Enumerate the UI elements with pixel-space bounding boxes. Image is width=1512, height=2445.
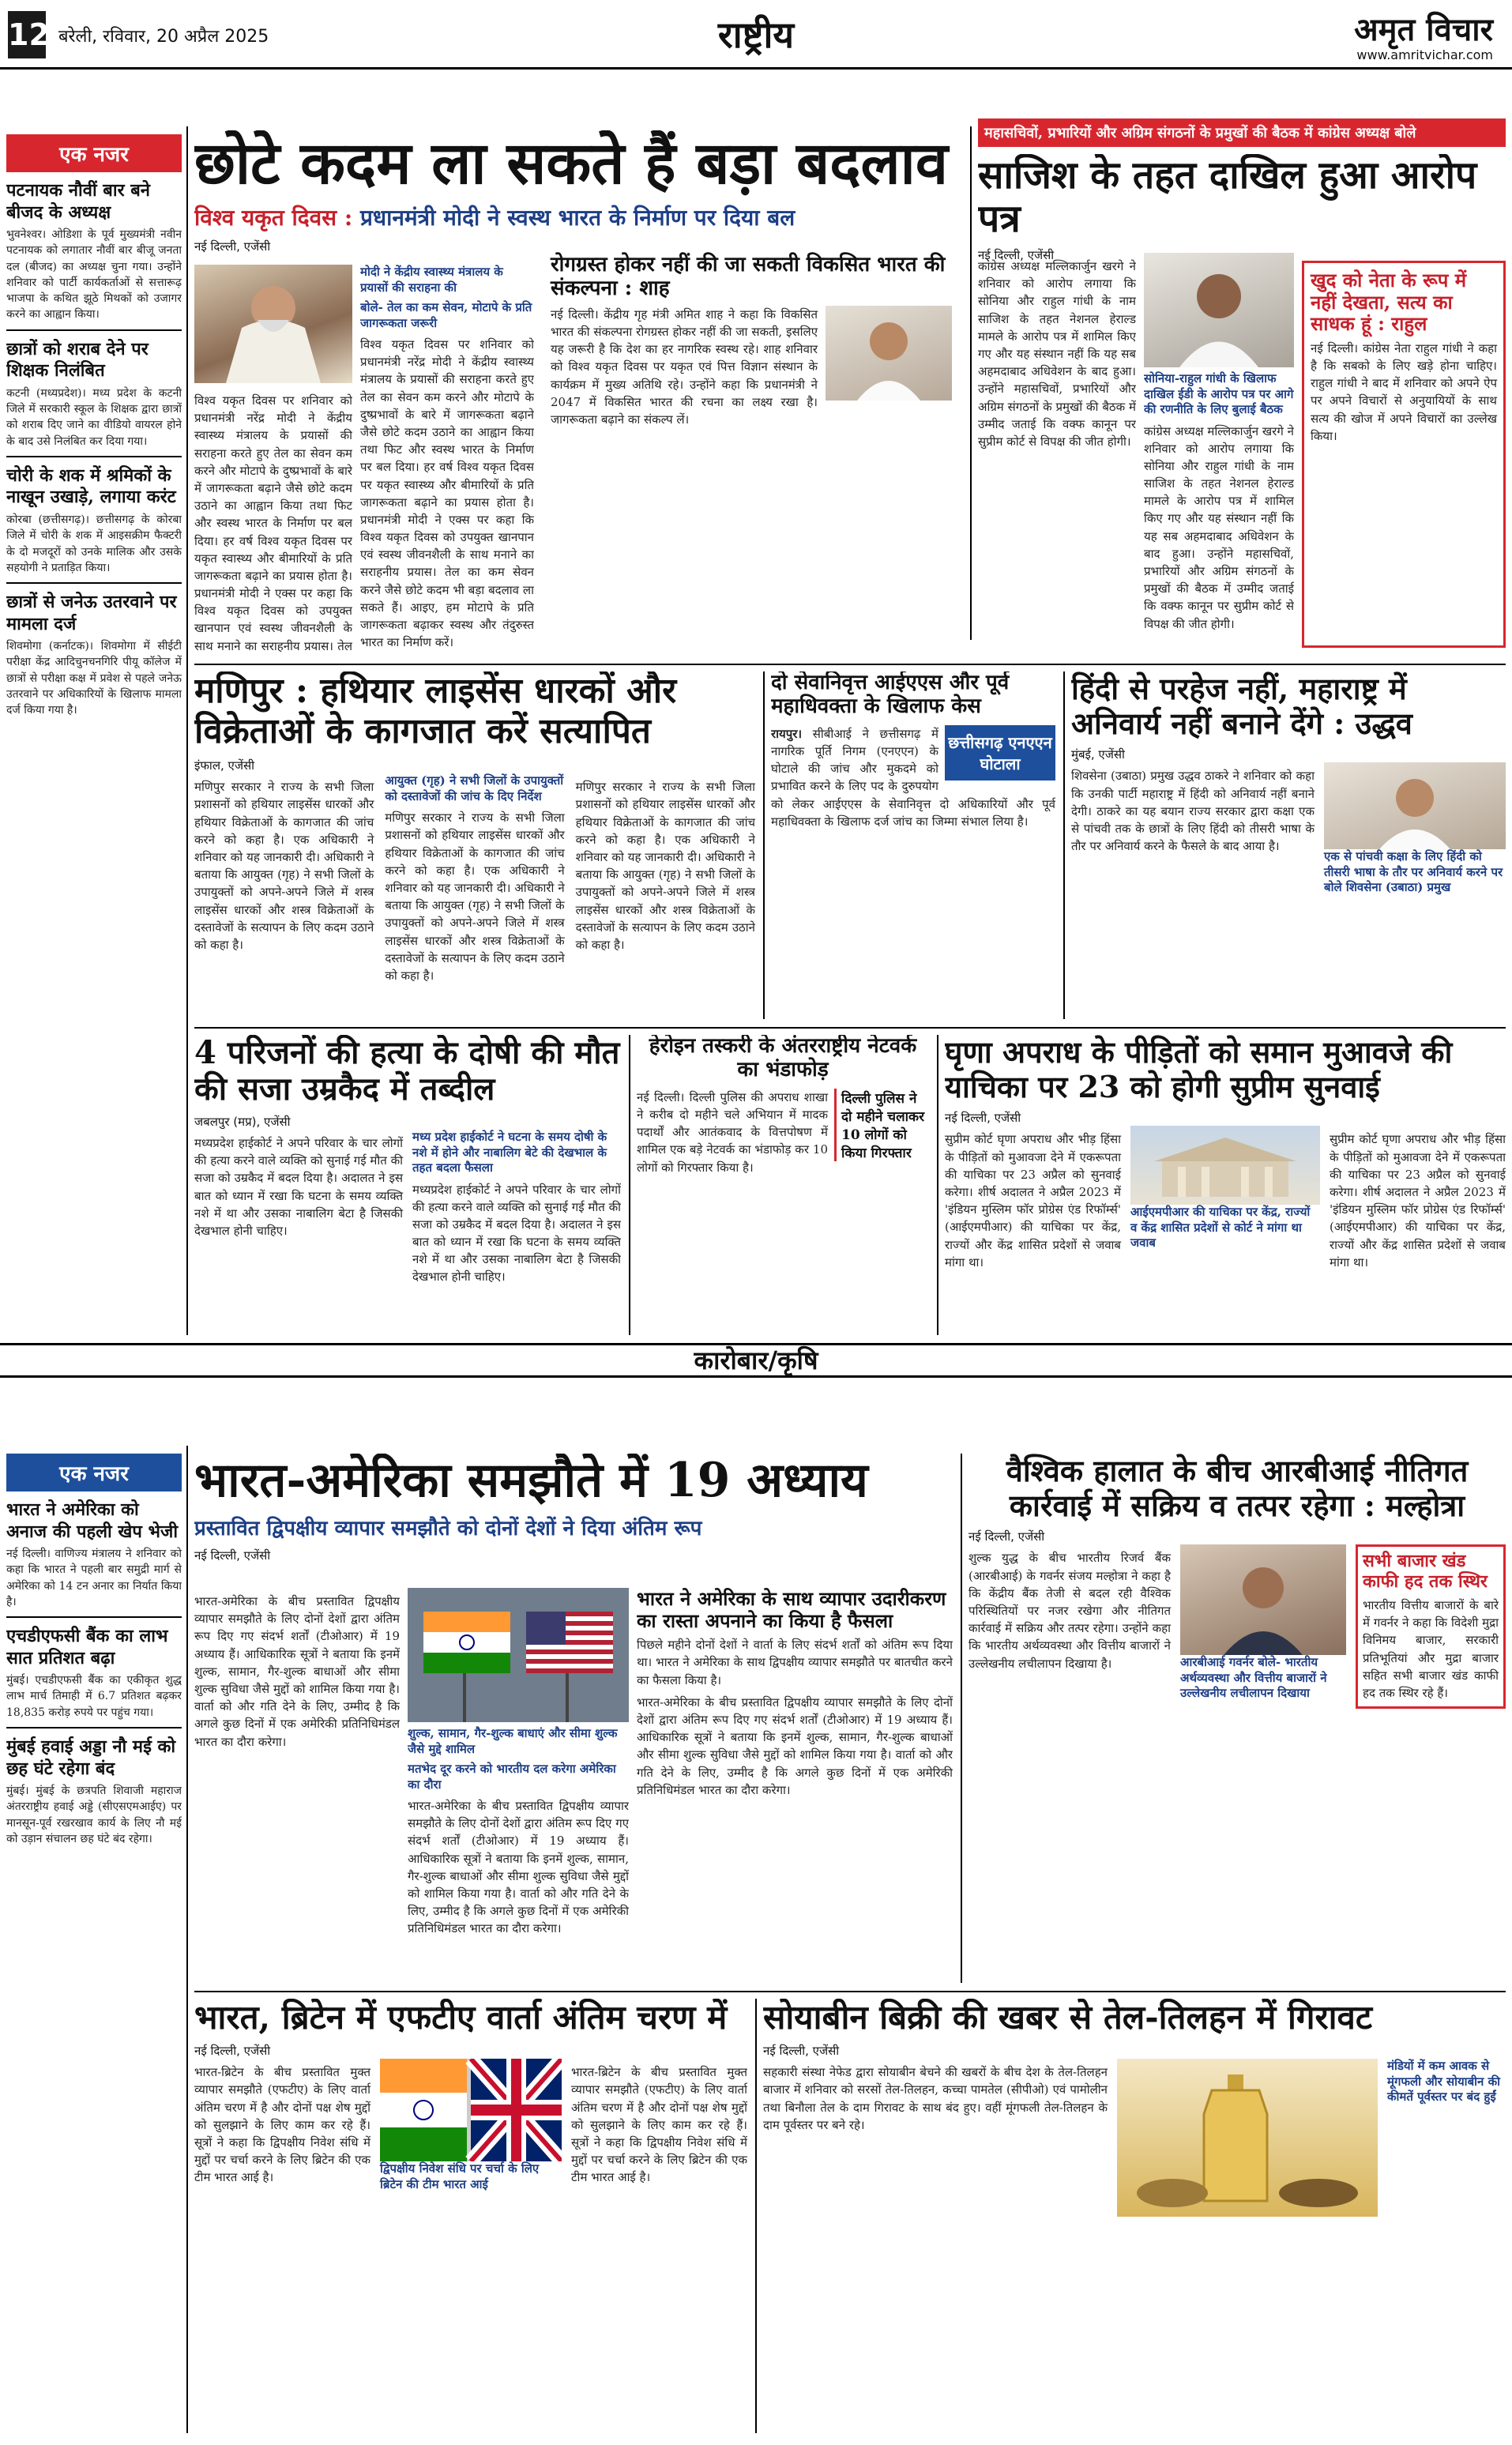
- kharge-photo: [1144, 253, 1294, 367]
- trade-subheadline: प्रस्तावित द्विपक्षीय व्यापार समझौते को दोनों देशों ने दिया अंतिम रूप: [194, 1517, 702, 1540]
- byline: नई दिल्ली, एजेंसी: [969, 1529, 1045, 1544]
- cg-badge: छत्तीसगढ़ एनएएन घोटाला: [945, 725, 1055, 781]
- hate-crime-headline: घृणा अपराध के पीड़ितों को समान मुआवजे की याचिका पर 23 को होगी सुप्रीम सुनवाई: [945, 1035, 1453, 1104]
- column-rule: [937, 1035, 938, 1335]
- portrait-icon: [194, 265, 352, 383]
- rahul-body: नई दिल्ली। कांग्रेस नेता राहुल गांधी ने कहा है कि सबको के लिए खड़े होना चाहिए। राहुल गांधी ने बाद में शनिवार को अपने ऐप पर अपने विचारों से अनुयायियों के साथ सत्य की खोज में अपने विचारों का उल्लेख किया।: [1311, 340, 1497, 443]
- portrait-icon: [1180, 1544, 1346, 1655]
- hate-crime-story: [945, 1035, 1506, 1335]
- byline: नई दिल्ली, एजेंसी: [194, 2044, 271, 2059]
- photo-caption: शुल्क, सामान, गैर-शुल्क बाधाएं और सीमा शुल्क जैसे मुद्दे शामिल: [408, 1726, 618, 1756]
- divider: [6, 1727, 182, 1728]
- photo-caption: आरबीआई गवर्नर बोले- भारतीय अर्थव्यवस्था और वित्तीय बाजारों ने उल्लेखनीय लचीलापन दिखाया: [1180, 1655, 1327, 1701]
- brief-body: मुंबई। एचडीएफसी बैंक का एकीकृत शुद्ध लाभ मार्च तिमाही में 6.7 प्रतिशत बढ़कर 18,835 करोड़ रुपये पर पहुंच गया।: [6, 1674, 182, 1719]
- hate-crime-callout: आईएमपीआर की याचिका पर केंद्र, राज्यों व केंद्र शासित प्रदेशों से कोर्ट ने मांगा था जवाब: [1130, 1205, 1311, 1251]
- building-icon: [1130, 1126, 1320, 1205]
- briefs-column-top: [6, 134, 182, 1335]
- malhotra-photo: [1180, 1544, 1346, 1655]
- shah-body: नई दिल्ली। केंद्रीय गृह मंत्री अमित शाह ने कहा कि विकसित भारत की संकल्पना रोगग्रस्त होकर नहीं की जा सकती, इसलिए यह जरूरी है कि देश का हर नागरिक स्वस्थ रहे। शाह शनिवार को विश्व यकृत दिवस पर यकृत एवं पित्त विज्ञान संस्थान के कार्यक्रम में मुख्य अतिथि रहे। उन्होंने कहा कि प्रधानमंत्री ने 2047 में विकसित भारत की रचना का लक्ष्य रखा है। जागरूकता बढ़ाने का संकल्प लें।: [551, 307, 818, 427]
- manipur-body: मणिपुर सरकार ने राज्य के सभी जिला प्रशासनों को हथियार लाइसेंस धारकों और हथियार विक्रेताओं के कागजात की जांच करने को कहा है। एक अधिकारी ने शनिवार को यह जानकारी दी। अधिकारी ने बताया कि आयुक्त (गृह) ने सभी जिलों के उपायुक्तों को अपने-अपने जिले में शस्त्र लाइसेंस धारकों और शस्त्र विक्रेताओं के दस्तावेजों के सत्यापन के लिए कदम उठाने को कहा है।: [385, 811, 565, 983]
- row-rule: [194, 1027, 1506, 1029]
- flags-photo: [380, 2059, 562, 2161]
- murder-callout: मध्य प्रदेश हाईकोर्ट ने घटना के समय दोषी के नशे में होने और नाबालिग बेटे की देखभाल के तहत बदला फैसला: [412, 1130, 607, 1175]
- portrait-icon: [1144, 253, 1294, 367]
- rahul-sidebar: [1302, 261, 1506, 648]
- manipur-body: मणिपुर सरकार ने राज्य के सभी जिला प्रशासनों को हथियार लाइसेंस धारकों और हथियार विक्रेताओं के कागजात की जांच करने को कहा है। एक अधिकारी ने शनिवार को यह जानकारी दी। अधिकारी ने बताया कि आयुक्त (गृह) ने सभी जिलों के उपायुक्तों को अपने-अपने जिले में शस्त्र लाइसेंस धारकों और शस्त्र विक्रेताओं के दस्तावेजों के सत्यापन के लिए कदम उठाने को कहा है।: [194, 780, 374, 952]
- supreme-court-photo: [1130, 1126, 1320, 1205]
- shah-story: [542, 245, 961, 656]
- congress-body: [978, 253, 1136, 648]
- portrait-icon: [826, 306, 952, 401]
- briefs-tag: एक नजर: [6, 1454, 182, 1491]
- oil-photo: [1117, 2059, 1378, 2217]
- rbi-body: शुल्क युद्ध के बीच भारतीय रिजर्व बैंक (आरबीआई) के गवर्नर संजय मल्होत्रा ने कहा है कि केंद्रीय बैंक तेजी से बदल रही वैश्विक परिस्थितियों पर नजर रखेगा और नीतिगत कार्रवाई में सक्रिय और तत्पर रहेगा। उन्होंने कहा कि भारतीय अर्थव्यवस्था और वित्तीय बाजारों ने उल्लेखनीय लचीलापन दिखाया है।: [969, 1551, 1171, 1671]
- murder-body: मध्यप्रदेश हाईकोर्ट ने अपने परिवार के चार लोगों की हत्या करने वाले व्यक्ति को सुनाई गई मौत की सजा को उम्रकैद में बदल दिया है। अदालत ने इस बात को ध्यान में रखा कि घटना के समय व्यक्ति नशे में था और उसका नाबालिग बेटा है जिसकी देखभाल होनी चाहिए।: [194, 1136, 403, 1238]
- brief-title: एचडीएफसी बैंक का लाभ सात प्रतिशत बढ़ा: [6, 1626, 168, 1668]
- divider: [6, 582, 182, 584]
- row-rule: [194, 1991, 1506, 1992]
- brief-title: छात्रों को शराब देने पर शिक्षक निलंबित: [6, 338, 149, 382]
- fta-headline: भारत, ब्रिटेन में एफटीए वार्ता अंतिम चरण में: [194, 1999, 728, 2037]
- soybean-story: [763, 1999, 1506, 2433]
- heroin-body: नई दिल्ली। दिल्ली पुलिस की अपराध शाखा ने करीब दो महीने चले अभियान में मादक पदार्थों और आतंकवाद के वित्तपोषण में शामिल एक बड़े नेटवर्क का भंडाफोड़ कर 10 लोगों को गिरफ्तार किया है।: [637, 1089, 828, 1175]
- brief-body: भुवनेश्वर। ओडिशा के पूर्व मुख्यमंत्री नवीन पटनायक को लगातार नौवीं बार बीजू जनता दल (बीजद) का अध्यक्ष चुना गया। उन्होंने शनिवार को पार्टी कार्यकर्ताओं से सत्तारूढ़ भाजपा के कथित झूठे मिथकों को उजागर करने का आह्वान किया।: [6, 228, 182, 322]
- lead-headline: छोटे कदम ला सकते हैं बड़ा बदलाव: [194, 130, 948, 197]
- uddhav-callout: एक से पांचवी कक्षा के लिए हिंदी को तीसरी भाषा के तौर पर अनिवार्य करने पर बोले शिवसेना (उबाठा) प्रमुख: [1324, 849, 1503, 895]
- page-number: 12: [8, 11, 46, 58]
- trade-body: भारत-अमेरिका के बीच प्रस्तावित द्विपक्षीय व्यापार समझौते के लिए दोनों देशों द्वारा अंतिम रूप दिए गए संदर्भ शर्तों (टीओआर) में 19 अध्याय हैं। आधिकारिक सूत्रों ने बताया कि इनमें शुल्क, सामान, गैर-शुल्क बाधाओं और सीमा शुल्क सुविधा जैसे मुद्दों को शामिल किया गया है। वार्ता को और गति देने के लिए, उम्मीद है कि अगले कुछ दिनों में एक अमेरिकी प्रतिनिधिमंडल भारत का दौरा करेगा।: [637, 1695, 953, 1797]
- lead-subheadline: [194, 202, 969, 232]
- uddhav-photo: [1324, 762, 1506, 849]
- trade-body: भारत-अमेरिका के बीच प्रस्तावित द्विपक्षीय व्यापार समझौते के लिए दोनों देशों द्वारा अंतिम रूप दिए गए संदर्भ शर्तों (टीओआर) में 19 अध्याय हैं। आधिकारिक सूत्रों ने बताया कि इनमें शुल्क, सामान, गैर-शुल्क बाधाओं और सीमा शुल्क सुविधा जैसे मुद्दों को शामिल किया गया है। वार्ता को और गति देने के लिए, उम्मीद है कि अगले कुछ दिनों में एक अमेरिकी प्रतिनिधिमंडल भारत का दौरा करेगा।: [194, 1594, 400, 1749]
- shah-headline: रोगग्रस्त होकर नहीं की जा सकती विकसित भारत की संकल्पना : शाह: [551, 253, 946, 300]
- cg-body-text: सीबीआई ने छत्तीसगढ़ में नागरिक पूर्ति निगम (एनएएन) के घोटाले की जांच और मुकदमे को प्रभावित करने के लिए पद के दुरुपयोग को लेकर आईएएस के सेवानिवृत्त दो अधिकारियों और पूर्व महाधिवक्ता के खिलाफ दर्ज जांच का जिम्मा संभाल लिया है।: [771, 726, 1055, 829]
- heroin-callout: दिल्ली पुलिस ने दो महीने चलाकर 10 लोगों को किया गिरफ्तार: [834, 1089, 929, 1161]
- brief-body: मुंबई। मुंबई के छत्रपति शिवाजी महाराज अंतरराष्ट्रीय हवाई अड्डे (सीएसएमआईए) पर मानसून-पूर्व रखरखाव कार्य के लिए नौ मई को उड़ान संचालन छह घंटे बंद रहेगा।: [6, 1785, 182, 1845]
- cg-headline: दो सेवानिवृत्त आईएएस और पूर्व महाधिवक्ता के खिलाफ केस: [771, 671, 1010, 718]
- column-rule: [755, 1999, 757, 2433]
- lead-story-body: [194, 387, 352, 656]
- sub-lead: विश्व यकृत दिवस :: [194, 205, 353, 231]
- column-rule: [186, 126, 188, 1335]
- soybean-callout: मंडियों में कम आवक से मूंगफली और सोयाबीन की कीमतें पूर्वस्तर पर बंद हुईं: [1387, 2059, 1500, 2105]
- byline: नई दिल्ली, एजेंसी: [763, 2044, 840, 2059]
- brief-body: कटनी (मध्यप्रदेश)। मध्य प्रदेश के कटनी जिले में सरकारी स्कूल के शिक्षक द्वारा छात्रों को शराब दिए जाने का वीडियो वायरल होने के बाद उसे निलंबित कर दिया गया।: [6, 386, 182, 448]
- divider: [6, 329, 182, 331]
- dateline: रायपुर।: [771, 726, 803, 741]
- chhattisgarh-story: [771, 671, 1055, 1019]
- page-header: [0, 0, 1512, 70]
- manipur-callout: आयुक्त (गृह) ने सभी जिलों के उपायुक्तों को दस्तावेजों की जांच के दिए निर्देश: [385, 773, 564, 803]
- byline: इंफाल, एजेंसी: [194, 758, 254, 773]
- murder-story: [194, 1035, 621, 1335]
- shah-photo: [826, 306, 952, 401]
- fta-body: भारत-ब्रिटेन के बीच प्रस्तावित मुक्त व्यापार समझौते (एफटीए) के लिए वार्ता अंतिम चरण में है और दोनों पक्ष शेष मुद्दों को सुलझाने के लिए काम कर रहे हैं। सूत्रों ने कहा कि द्विपक्षीय निवेश संधि में मुद्दों पर चर्चा करने के लिए ब्रिटेन की एक टीम भारत आई है।: [571, 2065, 747, 2185]
- column-rule: [186, 1446, 188, 2433]
- heroin-headline: हेरोइन तस्करी के अंतरराष्ट्रीय नेटवर्क का भंडाफोड़: [649, 1035, 917, 1081]
- briefs-column-bottom: [6, 1454, 182, 2425]
- column-rule: [970, 126, 972, 640]
- brief-title: पटनायक नौवीं बार बने बीजद के अध्यक्ष: [6, 180, 150, 223]
- murder-headline: 4 परिजनों की हत्या के दोषी की मौत की सजा उम्रकैद में तब्दील: [194, 1035, 620, 1108]
- manipur-body: मणिपुर सरकार ने राज्य के सभी जिला प्रशासनों को हथियार लाइसेंस धारकों और हथियार विक्रेताओं के कागजात की जांच करने को कहा है। एक अधिकारी ने शनिवार को यह जानकारी दी। अधिकारी ने बताया कि आयुक्त (गृह) ने सभी जिलों के उपायुक्तों को अपने-अपने जिले में शस्त्र लाइसेंस धारकों और शस्त्र विक्रेताओं के दस्तावेजों के सत्यापन के लिए कदम उठाने को कहा है।: [575, 780, 755, 952]
- row-rule: [194, 664, 1506, 665]
- lead-story-body-2: [360, 265, 534, 656]
- section-title: राष्ट्रीय: [717, 13, 795, 56]
- brief-title: मुंबई हवाई अड्डा नौ मई को छह घंटे रहेगा बंद: [6, 1736, 176, 1779]
- brief-title: चोरी के शक में श्रमिकों के नाखून उखाड़े, लगाया करंट: [6, 465, 176, 508]
- lead-body-text: विश्व यकृत दिवस पर शनिवार को प्रधानमंत्री नरेंद्र मोदी ने केंद्रीय स्वास्थ्य मंत्रालय के प्रयासों की सराहना करते हुए तेल का सेवन कम करने और मोटापे के दुष्प्रभावों के बारे में जागरूकता बढ़ाने जैसे छोटे कदम उठाने का आह्वान किया तथा फिट और स्वस्थ भारत के निर्माण पर बल दिया। हर वर्ष विश्व यकृत दिवस पर यकृत स्वास्थ्य और बीमारियों के प्रति जागरूकता बढ़ाने का प्रयास होता है। प्रधानमंत्री मोदी ने एक्स पर कहा कि विश्व यकृत दिवस को उपयुक्त खानपान एवं स्वस्थ जीवनशैली के साथ मनाने का सराहनीय प्रयास। तेल का कम सेवन करने जैसे छोटे कदम भी बड़ा बदलाव ला सकते हैं। आइए, हम मोटापे के प्रति जागरूकता बढ़ाकर स्वस्थ और तंदुरुस्त भारत का निर्माण करें।: [360, 337, 534, 650]
- flags-photo: [408, 1588, 629, 1722]
- rbi-sidebar: [1356, 1544, 1506, 1709]
- fta-story: [194, 1999, 747, 2433]
- trade-caption-col: [408, 1726, 629, 1983]
- rbi-side-body: भारतीय वित्तीय बाजारों के बारे में गवर्नर ने कहा कि विदेशी मुद्रा विनिमय बाजार, सरकारी प्रतिभूतियां और मुद्रा बाजार सहित सभी बाजार खंड काफी हद तक स्थिर रहे हैं।: [1363, 1597, 1499, 1700]
- byline: नई दिल्ली, एजेंसी: [978, 248, 1055, 263]
- trade-box-headline: भारत ने अमेरिका के साथ व्यापार उदारीकरण का रास्ता अपनाने का किया है फैसला: [637, 1588, 946, 1632]
- business-section-banner: कारोबार/कृषि: [0, 1343, 1512, 1378]
- congress-caption-col: [1144, 371, 1294, 648]
- brief-title: छात्रों से जनेऊ उतरवाने पर मामला दर्ज: [6, 592, 177, 634]
- uddhav-headline: हिंदी से परहेज नहीं, महाराष्ट्र में अनिवार्य नहीं बनाने देंगे : उद्धव: [1071, 671, 1412, 741]
- sub-rest: प्रधानमंत्री मोदी ने स्वस्थ भारत के निर्माण पर दिया बल: [359, 205, 795, 231]
- flags-icon: [408, 1588, 629, 1722]
- uddhav-story: [1071, 671, 1506, 1019]
- briefs-tag: एक नजर: [6, 134, 182, 172]
- photo-caption: सोनिया-राहुल गांधी के खिलाफ दाखिल ईडी के आरोप पत्र पर आगे की रणनीति के लिए बुलाई बैठक: [1144, 371, 1294, 416]
- congress-body-text: कांग्रेस अध्यक्ष मल्लिकार्जुन खरगे ने शनिवार को आरोप लगाया कि सोनिया और राहुल गांधी के नाम साजिश के तहत नेशनल हेराल्ड मामले के आरोप पत्र में शामिल किए गए और यह संस्थान नहीं कि यह सब अहमदाबाद अधिवेशन के बाद हुआ। उन्होंने महासचिवों, प्रभारियों और अग्रिम संगठनों के प्रमुखों की बैठक में उम्मीद जताई कि वक्फ कानून पर सुप्रीम कोर्ट से विपक्ष की जीत होगी।: [1144, 423, 1294, 631]
- column-rule: [763, 671, 765, 1019]
- manipur-headline: मणिपुर : हथियार लाइसेंस धारकों और विक्रेताओं के कागजात करें सत्यापित: [194, 671, 677, 751]
- lead-body-text: विश्व यकृत दिवस पर शनिवार को प्रधानमंत्री नरेंद्र मोदी ने केंद्रीय स्वास्थ्य मंत्रालय के प्रयासों की सराहना करते हुए तेल का सेवन कम करने और मोटापे के दुष्प्रभावों के बारे में जागरूकता बढ़ाने जैसे छोटे कदम उठाने का आह्वान किया तथा फिट और स्वस्थ भारत के निर्माण पर बल दिया। हर वर्ष विश्व यकृत दिवस पर यकृत स्वास्थ्य और बीमारियों के प्रति जागरूकता बढ़ाने का प्रयास होता है। प्रधानमंत्री मोदी ने एक्स पर कहा कि विश्व यकृत दिवस को उपयुक्त खानपान एवं स्वस्थ जीवनशैली के साथ मनाने का सराहनीय प्रयास। तेल: [194, 393, 352, 653]
- website-url: www.amritvichar.com: [1356, 47, 1493, 62]
- edition-date: बरेली, रविवार, 20 अप्रैल 2025: [58, 27, 269, 47]
- soybean-headline: सोयाबीन बिक्री की खबर से तेल-तिलहन में गिरावट: [763, 1999, 1373, 2037]
- byline: नई दिल्ली, एजेंसी: [194, 1548, 271, 1563]
- byline: नई दिल्ली, एजेंसी: [194, 239, 271, 254]
- heroin-story: [637, 1035, 929, 1335]
- hate-crime-body: सुप्रीम कोर्ट घृणा अपराध और भीड़ हिंसा के पीड़ितों को मुआवजा देने में एकरूपता की याचिका पर 23 अप्रैल को सुनवाई करेगा। शीर्ष अदालत ने अप्रैल 2023 में 'इंडियन मुस्लिम फॉर प्रोग्रेस एंड रिफॉर्म्स' (आईएमपीआर) की याचिका पर केंद्र, राज्यों और केंद्र शासित प्रदेशों से जवाब मांगा था।: [1330, 1132, 1506, 1270]
- rbi-side-headline: सभी बाजार खंड काफी हद तक स्थिर: [1363, 1551, 1488, 1592]
- photo-caption: मोदी ने केंद्रीय स्वास्थ्य मंत्रालय के प्रयासों की सराहना की: [360, 265, 503, 295]
- byline: जबलपुर (मप्र), एजेंसी: [194, 1115, 291, 1129]
- byline: मुंबई, एजेंसी: [1071, 747, 1125, 762]
- manipur-story: [194, 671, 755, 1019]
- rbi-headline: वैश्विक हालात के बीच आरबीआई नीतिगत कार्रवाई में सक्रिय व तत्पर रहेगा : मल्होत्रा: [1006, 1454, 1469, 1523]
- modi-photo: [194, 265, 352, 383]
- soybean-body: सहकारी संस्था नेफेड द्वारा सोयाबीन बेचने की खबरों के बीच देश के तेल-तिलहन बाजार में शनिवार को सरसों तेल-तिलहन, कच्चा पामतेल (सीपीओ) एवं पामोलीन तथा बिनौला तेल के दाम गिरावट के साथ बंद हुए। वहीं मूंगफली तेल-तिलहन के दाम पूर्वस्तर पर बने रहे।: [763, 2065, 1108, 2132]
- flags-icon: [380, 2059, 562, 2161]
- congress-headline: साजिश के तहत दाखिल हुआ आरोप पत्र: [978, 154, 1477, 242]
- congress-kicker: महासचिवों, प्रभारियों और अग्रिम संगठनों के प्रमुखों की बैठक में कांग्रेस अध्यक्ष बोले: [978, 118, 1506, 147]
- brief-title: भारत ने अमेरिका को अनाज की पहली खेप भेजी: [6, 1499, 179, 1542]
- oil-bottle-icon: [1117, 2059, 1378, 2217]
- photo-caption: द्विपक्षीय निवेश संधि पर चर्चा के लिए ब्रिटेन की टीम भारत आई: [380, 2161, 540, 2191]
- trade-body: भारत-अमेरिका के बीच प्रस्तावित द्विपक्षीय व्यापार समझौते के लिए दोनों देशों द्वारा अंतिम रूप दिए गए संदर्भ शर्तों (टीओआर) में 19 अध्याय हैं। आधिकारिक सूत्रों ने बताया कि इनमें शुल्क, सामान, गैर-शुल्क बाधाओं और सीमा शुल्क सुविधा जैसे मुद्दों को शामिल किया गया है। वार्ता को और गति देने के लिए, उम्मीद है कि अगले कुछ दिनों में एक अमेरिकी प्रतिनिधिमंडल भारत का दौरा करेगा।: [408, 1799, 629, 1936]
- trade-box-body: पिछले महीने दोनों देशों ने वार्ता के लिए संदर्भ शर्तों को अंतिम रूप दिया था। भारत ने अमेरिका के साथ द्विपक्षीय व्यापार समझौते पर बातचीत करने का फैसला किया है।: [637, 1638, 953, 1687]
- column-rule: [1063, 671, 1065, 1019]
- trade-body-col: [194, 1588, 400, 1983]
- rahul-headline: खुद को नेता के रूप में नहीं देखता, सत्य का साधक हूं : राहुल: [1311, 269, 1467, 336]
- photo-caption: बोले- तेल का कम सेवन, मोटापे के प्रति जागरूकता जरूरी: [360, 300, 532, 330]
- divider: [6, 456, 182, 457]
- masthead-logo: अमृत विचार: [1354, 11, 1493, 48]
- hate-crime-body: सुप्रीम कोर्ट घृणा अपराध और भीड़ हिंसा के पीड़ितों को मुआवजा देने में एकरूपता की याचिका पर 23 अप्रैल को सुनवाई करेगा। शीर्ष अदालत ने अप्रैल 2023 में 'इंडियन मुस्लिम फॉर प्रोग्रेस एंड रिफॉर्म्स' (आईएमपीआर) की याचिका पर केंद्र, राज्यों और केंद्र शासित प्रदेशों से जवाब मांगा था।: [945, 1132, 1121, 1270]
- brief-body: शिवमोगा (कर्नाटक)। शिवमोगा में सीईटी परीक्षा केंद्र आदिचुनचनगिरि पीयू कॉलेज में छात्रों से परीक्षा कक्ष में प्रवेश से पहले जनेऊ उतरवाने पर अधिकारियों के खिलाफ मामला दर्ज किया गया है।: [6, 640, 182, 717]
- trade-box: [637, 1588, 953, 1983]
- divider: [6, 1616, 182, 1618]
- murder-body: मध्यप्रदेश हाईकोर्ट ने अपने परिवार के चार लोगों की हत्या करने वाले व्यक्ति को सुनाई गई मौत की सजा को उम्रकैद में बदल दिया है। अदालत ने इस बात को ध्यान में रखा कि घटना के समय व्यक्ति नशे में था और उसका नाबालिग बेटा है जिसकी देखभाल होनी चाहिए।: [412, 1182, 621, 1285]
- byline: नई दिल्ली, एजेंसी: [945, 1111, 1021, 1126]
- fta-body: भारत-ब्रिटेन के बीच प्रस्तावित मुक्त व्यापार समझौते (एफटीए) के लिए वार्ता अंतिम चरण में है और दोनों पक्ष शेष मुद्दों को सुलझाने के लिए काम कर रहे हैं। सूत्रों ने कहा कि द्विपक्षीय निवेश संधि में मुद्दों पर चर्चा करने के लिए ब्रिटेन की एक टीम भारत आई है।: [194, 2065, 370, 2185]
- uddhav-body: शिवसेना (उबाठा) प्रमुख उद्धव ठाकरे ने शनिवार को कहा कि उनकी पार्टी महाराष्ट्र में हिंदी को अनिवार्य नहीं बनाने देगी। ठाकरे का यह बयान राज्य सरकार द्वारा कक्षा एक से पांचवी तक के छात्रों के लिए हिंदी को तीसरी भाषा के तौर पर अनिवार्य करने के फैसले के बाद आया है।: [1071, 769, 1315, 854]
- photo-caption: मतभेद दूर करने को भारतीय दल करेगा अमेरिका का दौरा: [408, 1762, 616, 1792]
- brief-body: कोरबा (छत्तीसगढ़)। छत्तीसगढ़ के कोरबा जिले में चोरी के शक में आइसक्रीम फैक्टरी के दो मजदूरों को उनके मालिक और उसके सहयोगी ने प्रताड़ित किया।: [6, 513, 182, 574]
- brief-body: नई दिल्ली। वाणिज्य मंत्रालय ने शनिवार को कहा कि भारत ने पहली बार समुद्री मार्ग से अमेरिका को 14 टन अनार का निर्यात किया है।: [6, 1548, 182, 1608]
- column-rule: [629, 1035, 630, 1335]
- rbi-story: [969, 1454, 1506, 1983]
- portrait-icon: [1324, 762, 1506, 849]
- congress-body-text: कांग्रेस अध्यक्ष मल्लिकार्जुन खरगे ने शनिवार को आरोप लगाया कि सोनिया और राहुल गांधी के नाम साजिश के तहत नेशनल हेराल्ड मामले के आरोप पत्र में शामिल किए गए और यह संस्थान नहीं कि यह सब अहमदाबाद अधिवेशन के बाद हुआ। उन्होंने महासचिवों, प्रभारियों और अग्रिम संगठनों के प्रमुखों की बैठक में उम्मीद जताई कि वक्फ कानून पर सुप्रीम कोर्ट से विपक्ष की जीत होगी।: [978, 259, 1136, 449]
- column-rule: [961, 1454, 962, 1983]
- trade-headline: भारत-अमेरिका समझौते में 19 अध्याय: [194, 1454, 868, 1508]
